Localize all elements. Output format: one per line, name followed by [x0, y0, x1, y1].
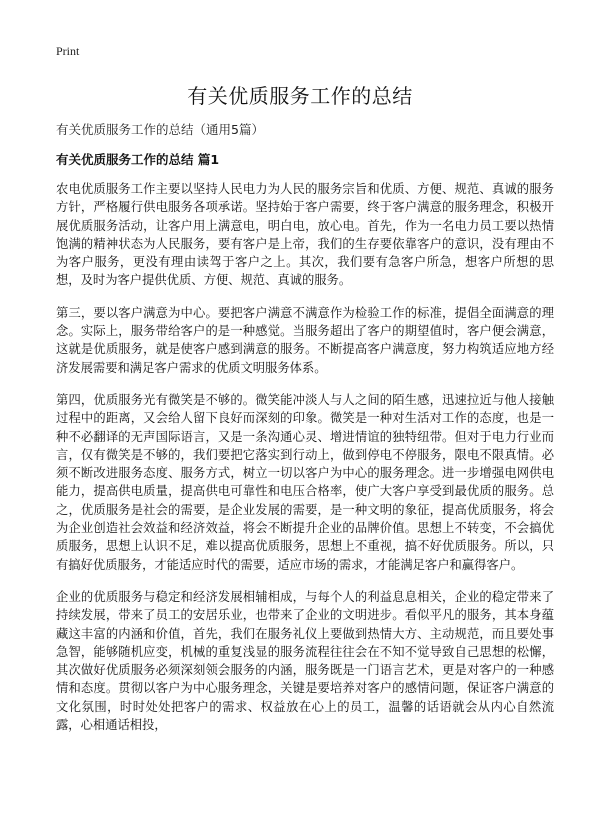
paragraph-2: 第三，要以客户满意为中心。要把客户满意不满意作为检验工作的标准，提倡全面满意的理念。实际上，服务带给客户的是一种感觉。当服务超出了客户的期望值时，客户便会满意，这就是优质服务，就是使客户感到满意的服务。不断提高客户满意度，努力构筑适应地方经济发展需要和满足客户需求的优质文明服务体系。: [56, 305, 554, 375]
paragraph-4: 企业的优质服务与稳定和经济发展相辅相成，与每个人的利益息息相关，企业的稳定带来了持续发展，带来了员工的安居乐业，也带来了企业的文明进步。看似平凡的服务，其本身蕴藏这丰富的内涵和价值，首先，我们在服务礼仪上要做到热情大方、主动规范，而且要处事急智，能够随机应变，机械的重复浅显的服务流程往往会在不知不觉导致自己思想的松懈，其次做好优质服务必须深刻领会服务的内涵，服务既是一门语言艺术，更是对客户的一种感情和态度。贯彻以客户为中心服务理念，关键是要培养对客户的感情问题，保证客户满意的文化氛围，时时处处把客户的需求、权益放在心上的员工，温馨的话语就会从内心自然流露，心相通话相投，: [56, 589, 554, 733]
document-subtitle: 有关优质服务工作的总结（通用5篇）: [56, 122, 264, 137]
paragraph-3: 第四，优质服务光有微笑是不够的。微笑能冲淡人与人之间的陌生感，迅速拉近与他人接触过程中的距离，又会给人留下良好而深刻的印象。微笑是一种对生活对工作的态度，也是一种不必翻译的无声国际语言，又是一条沟通心灵、增进情谊的独特纽带。但对于电力行业而言，仅有微笑是不够的，我们要把它落实到行动上，做到停电不停服务，限电不限真情。必须不断改进服务态度、服务方式，树立一切以客户为中心的服务理念。进一步增强电网供电能力，提高供电质量，提高供电可靠性和电压合格率，使广大客户享受到最优质的服务。总之，优质服务是社会的需要，是企业发展的需要，是一种文明的象征，提高优质服务，将会为企业创造社会效益和经济效益，将会不断提升企业的品牌价值。思想上不转变，不会搞优质服务，思想上认识不足，难以提高优质服务，思想上不重视，搞不好优质服务。所以，只有搞好优质服务，才能适应时代的需要，适应市场的需求，才能满足客户和赢得客户。: [56, 392, 554, 572]
paragraph-1: 农电优质服务工作主要以坚持人民电力为人民的服务宗旨和优质、方便、规范、真诚的服务方针，严格履行供电服务各项承诺。坚持始于客户需要，终于客户满意的服务理念，积极开展优质服务活动，让客户用上满意电，明白电，放心电。首先，作为一名电力员工要以热情饱满的精神状态为人民服务，要有客户是上帝，我们的生存要依靠客户的意识，没有理由不为客户服务，更没有理由读驾于客户之上。其次，我们要有急客户所急，想客户所想的思想，及时为客户提供优质、方便、规范、真诚的服务。: [56, 182, 554, 288]
page-title: 有关优质服务工作的总结: [187, 84, 413, 108]
section-heading: 有关优质服务工作的总结 篇1: [56, 152, 220, 167]
document-body: [56, 180, 554, 828]
print-link[interactable]: Print: [56, 44, 80, 58]
